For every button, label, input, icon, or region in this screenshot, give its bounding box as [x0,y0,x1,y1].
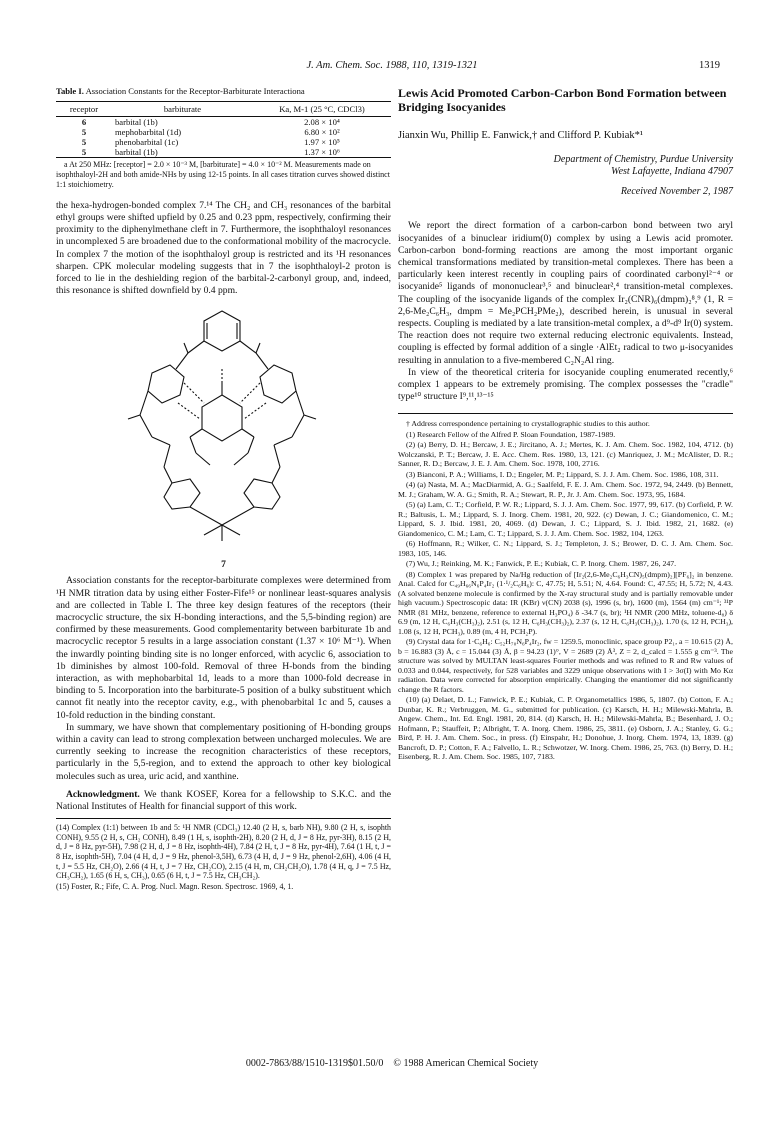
footnote-item: (1) Research Fellow of the Alfred P. Sloan Foundation, 1987-1989. [406,429,616,439]
structure-label: 7 [221,559,226,571]
body-paragraph: the hexa-hydrogen-bonded complex 7.¹⁴ The CH₂ and CH₃ resonances of the barbital ethyl groups were shifted upfield by 0.25 and 0.23 ppm, respectively, confirming their proximity to the diphenylmethane cleft in 7. Furthermore, the isophthaloyl resonances in uncomplexed 5 are broadened due to the conformational mobility of the macrocycle. In complex 7 the motion of the isophthaloyl group is restricted and its ¹H resonances sharpen. CPK molecular modeling suggests that in 7 the isophthaloyl-2 proton is forced to lie in the deshielding region of the barbital-2-carbonyl group, and, indeed, this resonance is shifted downfield by 0.4 ppm. [56,199,391,297]
affiliation-line-2: West Lafayette, Indiana 47907 [611,166,733,178]
footnote-item: (9) Crystal data for 1·C₆H₆: C₅₂H₇₀N₆P₄Ir₂, fw = 1259.5, monoclinic, space group P2₁, a = 10.615 (2) Å, b = 16.883 (3) Å, c = 15.044 (3) Å, β = 94.23 (1)°, V = 2689 (2) Å³, Z = 2, d_calcd = 1.555 g cm⁻³. The structure was solved by MULTAN least-squares Fourier methods and was refined to R and Rw values of 0.033 and 0.044, respectively, for 528 variables and 3229 unique observations with I > 3σ(I) with Mo Kα radiation. Data were corrected for absorption empirically. Changing the enantiomer did not significantly change the R factors. [398,637,733,694]
body-paragraph: In view of the theoretical criteria for isocyanide coupling enumerated recently,⁶ complex 1 appears to be extremely promising. The complex possesses the "cradle" type¹⁰ structure I⁹,¹¹,¹³⁻¹⁵ [398,366,733,403]
left-footnotes [56,818,391,891]
table-cell-receptor: 5 [81,136,87,147]
table-cell-barbiturate: barbital (1b) [112,147,253,158]
acknowledgment [56,789,391,813]
footnote-item: (5) (a) Lam, C. T.; Corfield, P. W. R.; Lippard, S. J. J. Am. Chem. Soc. 1977, 99, 617. (b) Corfield, P. W. R.; Baltusis, L. M.; Lippard, S. J. Inorg. Chem. 1981, 20, 922. (c) Dewan, J. C.; Giandomenico, C. M.; Lippard, S. J. Ibid. 1981, 20, 4069. (d) Dewan, J. C.; Lippard, S. J. Ibid. 1982, 21, 1682. (e) Giandomenico, C. M.; Lam, C. T.; Lippard, S. J. J. Am. Chem. Soc. 1982, 104, 1263. [398,500,733,538]
table-cell-barbiturate: phenobarbital (1c) [115,136,179,147]
table-cell-ka: 6.80 × 10² [304,126,340,137]
footer-code: 0002-7863/88/1510-1319$01.50/0 [245,1058,384,1069]
table-row [56,147,391,158]
page-number: 1319 [699,60,720,71]
footnote-item: (6) Hoffmann, R.; Wilker, C. N.; Lippard, S. J.; Templeton, J. S.; Brower, D. C. J. Am. Chem. Soc. 1983, 105, 146. [398,539,733,558]
acknowledgment-label: Acknowledgment. [66,788,140,800]
body-paragraph: Association constants for the receptor-barbiturate complexes were determined from ¹H NMR titration data by using either Foster-Fife¹⁵ or nonlinear least-squares analysis and are collected in Table I. The three key design features of the receptors (their macrocyclic structure, the six H-bonding interactions, and the 5,5-binding region) are confirmed by these measurements. Good complementarity between barbiturate 1b and macrocyclic receptor 5 results in a large association constant (1.37 × 10⁶ M⁻¹). When the inwardly pointing binding site is no longer enforced, with acyclic 6, association to 1b diminishes by almost 100-fold. Removal of three H-bonds from the binding interaction, as with mephobarbital 1d, leads to a more than 1000-fold decrease in binding to 5. Incorporation into the barbiturate-5 position of a bulky substituent which cannot fit neatly into the receptor cavity, e.g., with phenobarbital 1c and 5, causes a 10-fold reduction in the binding constant. [56,575,391,721]
table-cell-barbiturate: barbital (1b) [115,116,158,127]
page-footer [0,1058,784,1069]
footnote-15: (15) Foster, R.; Fife, C. A. Prog. Nucl. Magn. Reson. Spectrosc. 1969, 4, 1. [56,881,294,891]
table-footnote: a At 250 MHz: [receptor] = 2.0 × 10⁻³ M, [barbiturate] = 4.0 × 10⁻² M. Measurements made on isophthaloyl-2H and both amide-NHs by using 12-15 points. In all cases titration curves showed distinct 1:1 stoichiometry. [56,159,390,189]
right-footnotes [398,413,733,762]
table-cell-receptor: 6 [81,116,87,127]
table-row [56,127,391,137]
table-cell-ka: 1.97 × 10⁵ [304,136,340,147]
table-row [56,137,391,147]
article-authors: Jianxin Wu, Phillip E. Fanwick,† and Clifford P. Kubiak*¹ [398,130,643,141]
footnote-item: † Address correspondence pertaining to crystallographic studies to this author. [406,419,650,429]
table-caption-label: Table I. [56,86,84,96]
footnote-item: (8) Complex 1 was prepared by Na/Hg reduction of [Ir₂(2,6-Me₂C₆H₃CN)₅(dmpm)₂][PF₆]₂ in benzene. Anal. Calcd for C₄₉H₆₆N₆P₄Ir₂ (1·¹/₂C₆H₆): C, 47.75; H, 5.51; N, 4.64. Found: C, 47.55; H, 5.72; N, 4.43. (A solvated benzene molecule is confirmed by the X-ray structural study and is partially removable under high vacuum.) Spectroscopic data: IR (KBr) ν(CN) 2038 (s), 1996 (s, br), 1600 (m), 1564 (m) cm⁻¹; ³¹P NMR (81 MHz, benzene, reference to external H₃PO₄) δ -34.7 (s, br); ¹H NMR (200 MHz, toluene-d₈) δ 6.9 (m, 12 H, C₆H₃(CH₃)₂), 2.51 (s, 12 H, C₆H₃(CH₃)₂), 2.37 (s, 12 H, C₆H₃(CH₃)₂), 1.70 (s, 12 H, PCH₃), 1.08 (s, 12 H, PCH₃), 0.89 (m, 4 H, PCH₂P). [398,569,733,636]
running-header [0,60,784,76]
association-table [56,101,391,158]
footer-copyright: © 1988 American Chemical Society [393,1058,539,1069]
left-column [56,86,391,892]
table-header-ka: Ka, M-1 (25 °C, CDCl3) [253,101,391,116]
footnote-item: (4) (a) Nasta, M. A.; MacDiarmid, A. G.; Saalfeld, F. E. J. Am. Chem. Soc. 1972, 94, 2449. (b) Bennett, M. J.; Graham, W. A. G.; Smith, R. A.; Stewart, R. P., Jr. J. Am. Chem. Soc. 1973, 95, 1684. [398,480,733,499]
article-title: Lewis Acid Promoted Carbon-Carbon Bond Formation between Bridging Isocyanides [398,86,727,114]
table-caption-text: Association Constants for the Receptor-Barbiturate Interactiona [85,86,305,96]
table-row [56,116,391,127]
footnote-item: (7) Wu, J.; Reinking, M. K.; Fanwick, P. E.; Kubiak, C. P. Inorg. Chem. 1987, 26, 247. [406,559,677,569]
received-date: Received November 2, 1987 [620,186,733,198]
table-caption [56,86,391,97]
table-cell-ka: 1.37 × 10⁶ [253,147,391,158]
body-paragraph: In summary, we have shown that complementary positioning of H-bonding groups within a cavity can lead to strong complexation between uncharged molecules. We are currently seeking to increase the recognition characteristics of these receptors, particularly in the 5,5-region, and to extend the approach to other key biological molecules such as urea, uric acid, and xanthine. [56,721,391,782]
table-cell-barbiturate: mephobarbital (1d) [115,126,182,137]
table-cell-ka: 2.08 × 10⁴ [304,116,340,127]
footnote-14: (14) Complex (1:1) between 1b and 5: ¹H NMR (CDCl₃) 12.40 (2 H, s, barb NH), 9.80 (2 H, s, isophth CONH), 9.55 (2 H, s, CH₂ CONH), 8.49 (1 H, s, isophth-2H), 8.20 (2 H, d, J = 8 Hz, pyr-3H), 8.15 (2 H, d, J = 8 Hz, pyr-5H), 7.98 (2 H, d, J = 8 Hz, isophth-4H), 7.84 (2 H, t, J = 8 Hz, pyr-4H), 7.64 (1 H, t, J = 8 Hz, isophth-5H), 7.04 (4 H, d, J = 9 Hz, phenol-3,5H), 6.73 (4 H, d, J = 9 Hz, phenol-2,6H), 4.06 (4 H, t, J = 5.5 Hz, CH₂O), 2.66 (4 H, t, J = 7 Hz, CH₂CO), 2.15 (4 H, m, CH₂CH₂O), 1.78 (4 H, q, J = 7.5 Hz, CH₃CH₂), 1.65 (6 H, s, CH₃), 0.65 (6 H, t, J = 7.5 Hz, CH₃CH₂). [56,823,391,881]
table-cell-receptor: 5 [81,126,87,137]
footnote-item: (10) (a) Delaet, D. L.; Fanwick, P. E.; Kubiak, C. P. Organometallics 1986, 5, 1807. (b) Cotton, F. A.; Dunbar, K. R.; Verbruggen, M. G., submitted for publication. (c) Karsch, H. H.; Milewski-Mahrla, B. Angew. Chem., Int. Ed. Engl. 1981, 20, 814. (d) Karsch, H. H.; Milewski-Mahrla, B.; Besenhard, J. O.; Hofmann, P.; Stauffeit, P.; Albright, T. A. Inorg. Chem. 1986, 25, 3811. (e) Osborn, J. A.; Stanley, G. G.; Bird, P. H. J. Am. Chem. Soc., in press. (f) Einspahr, H.; Donohue, J. Inorg. Chem. 1974, 13, 1839. (g) Bancroft, D. P.; Cotton, F. A.; Falvello, L. R.; Schwotzer, W. Inorg. Chem. 1986, 25, 763. (h) Berry, D. H.; Eisenberg, R. J. Am. Chem. Soc. 1985, 107, 7183. [398,695,733,762]
affiliation-line-1: Department of Chemistry, Purdue University [553,154,733,166]
journal-running-title: J. Am. Chem. Soc. 1988, 110, 1319-1321 [306,60,478,71]
table-cell-receptor: 5 [56,147,112,158]
structure-7-figure [56,303,391,571]
table-header-receptor: receptor [56,101,112,116]
acknowledgment-text: We thank KOSEF, Korea for a fellowship to S.K.C. and the National Institutes of Health for financial support of this work. [56,788,391,812]
right-column [398,86,733,763]
macrocycle-structure-drawing [92,303,352,557]
footnote-item: (3) Bianconi, P. A.; Williams, I. D.; Engeler, M. P.; Lippard, S. J. J. Am. Chem. Soc. 1986, 108, 311. [406,469,719,479]
body-paragraph: We report the direct formation of a carbon-carbon bond between two aryl isocyanides of a binuclear iridium(0) complex by using a Lewis acid promoter. Carbon-carbon bond-forming reactions are among the most important organic chemical transformations mediated by transition-metal complexes. There has been a particularly keen interest recently in coupling pairs of coordinated carbonyl²⁻⁴ or isocyanide⁵ ligands of mononuclear³,⁵ and binuclear²,⁴ transition-metal complexes. The coupling of the isocyanide ligands of the complex Ir₂(CNR)₆(dmpm)₂⁸,⁹ (1, R = 2,6-Me₂C₆H₃, dmpm = Me₂PCH₂PMe₂), described herein, is unusual in several respects. Coupling is mediated by a late transition-metal complex, a d⁹-d⁹ Ir(0) system. The reaction does not require two external reducing electronic equivalents. Instead, coupling is effected by formal addition of a single ·AlEt₂ radical to two μ-isocyanides resulting in annulation to a five-membered C₂N₂Al ring. [398,220,733,366]
footnote-item: (2) (a) Berry, D. H.; Bercaw, J. E.; Jircitano, A. J.; Mertes, K. J. Am. Chem. Soc. 1982, 104, 4712. (b) Wolczanski, P. T.; Bercaw, J. E. Acc. Chem. Res. 1980, 13, 121. (c) Manriquez, J. M.; McAlister, D. R.; Sanner, R. D.; Bercaw, J. E. J. Am. Chem. Soc. 1978, 100, 2716. [398,440,733,469]
table-header-barbiturate: barbiturate [112,101,253,116]
